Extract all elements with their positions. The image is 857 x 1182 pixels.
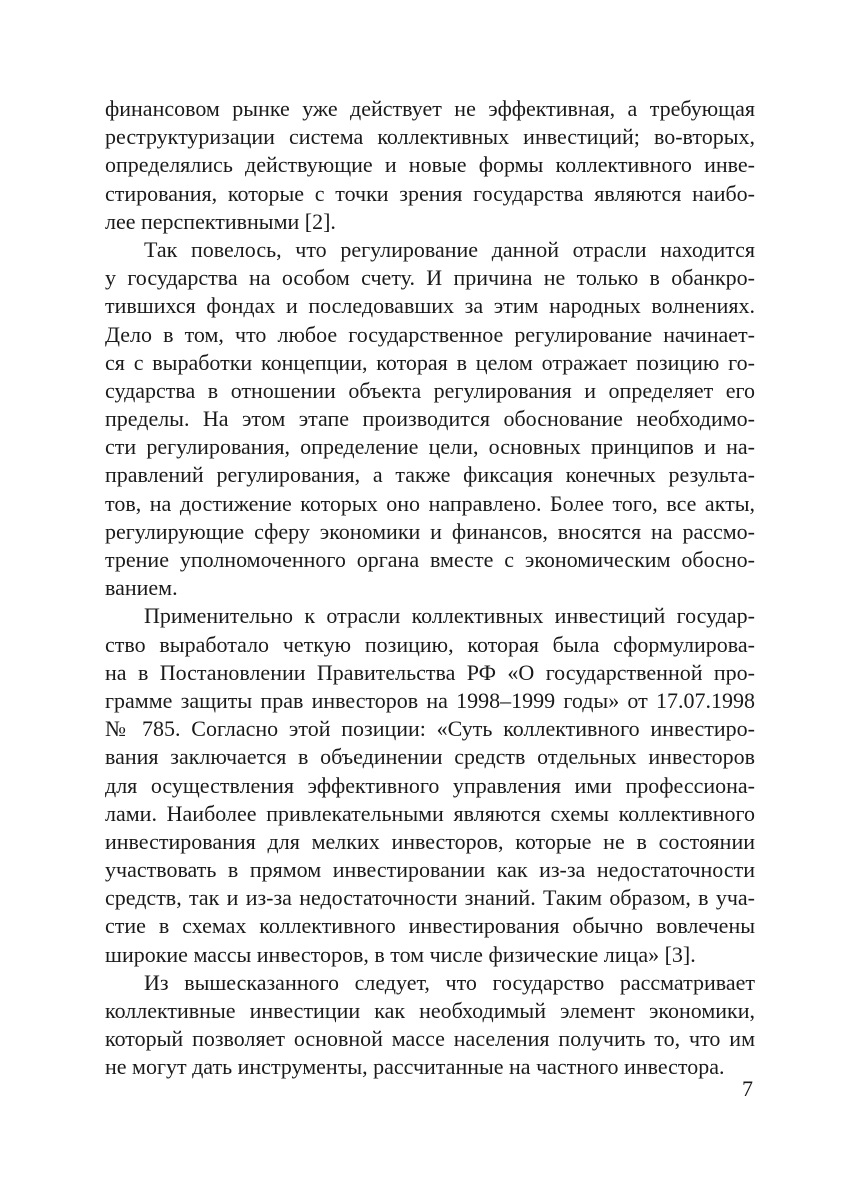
body-text [105, 95, 755, 1082]
text-line: тившихся фондах и последовавших за этим народных волнениях. [105, 293, 755, 319]
paragraph-2 [105, 236, 755, 602]
text-line: у государства на особом счету. И причина не только в обанкро- [105, 265, 755, 291]
text-line: на в Постановлении Правительства РФ «О государственной про- [105, 659, 755, 685]
text-line: Дело в том, что любое государственное регулирование начинает- [105, 321, 755, 347]
paragraph-4 [105, 969, 755, 1082]
text-line: инвестирования для мелких инвесторов, которые не в состоянии [105, 828, 755, 854]
text-line: Из вышесказанного следует, что государство рассматривает [144, 969, 755, 995]
text-line: лами. Наиболее привлекательными являются схемы коллективного [105, 800, 755, 826]
text-line: ванием. [105, 575, 178, 601]
text-line: сти регулирования, определение цели, основных принципов и на- [105, 434, 755, 460]
text-line: не могут дать инструменты, рассчитанные на частного инвестора. [105, 1054, 725, 1080]
text-line: вания заключается в объединении средств отдельных инвесторов [105, 744, 755, 770]
text-line: стирования, которые с точки зрения государства являются наибо- [105, 180, 755, 206]
text-line: Так повелось, что регулирование данной отрасли находится [144, 236, 755, 262]
paragraph-3 [105, 602, 755, 968]
text-line: № 785. Согласно этой позиции: «Суть коллективного инвестиро- [105, 716, 755, 742]
text-line: тов, на достижение которых оно направлено. Более того, все акты, [105, 490, 755, 516]
text-line: сударства в отношении объекта регулирования и определяет его [105, 377, 755, 403]
text-line: регулирующие сферу экономики и финансов, вносятся на рассмо- [105, 518, 755, 544]
text-line: средств, так и из-за недостаточности знаний. Таким образом, в уча- [105, 885, 755, 911]
text-line: лее перспективными [2]. [105, 208, 336, 234]
text-line: стие в схемах коллективного инвестирования обычно вовлечены [105, 913, 755, 939]
text-line: правлений регулирования, а также фиксация конечных результа- [105, 462, 755, 488]
paragraph-1 [105, 95, 755, 236]
text-line: реструктуризации система коллективных инвестиций; во-вторых, [105, 124, 755, 150]
text-line: ство выработало четкую позицию, которая была сформулирова- [105, 631, 755, 657]
page-number: 7 [742, 1076, 753, 1101]
text-line: коллективные инвестиции как необходимый элемент экономики, [105, 998, 755, 1023]
text-line: пределы. На этом этапе производится обоснование необходимо- [105, 406, 755, 432]
text-line: трение уполномоченного органа вместе с экономическим обосно- [105, 547, 755, 572]
text-line: участвовать в прямом инвестировании как из-за недостаточности [105, 857, 755, 883]
text-line: который позволяет основной массе населения получить то, что им [105, 1026, 755, 1052]
text-line: широкие массы инвесторов, в том числе физические лица» [3]. [105, 941, 696, 967]
text-line: финансовом рынке уже действует не эффективная, а требующая [105, 96, 755, 121]
text-line: определялись действующие и новые формы коллективного инве- [105, 152, 755, 178]
text-line: для осуществления эффективного управления ими профессиона- [105, 772, 755, 798]
text-line: Применительно к отрасли коллективных инвестиций государ- [144, 603, 755, 629]
text-line: ся с выработки концепции, которая в целом отражает позицию го- [105, 349, 755, 375]
text-line: грамме защиты прав инвесторов на 1998–1999 годы» от 17.07.1998 [105, 687, 755, 713]
